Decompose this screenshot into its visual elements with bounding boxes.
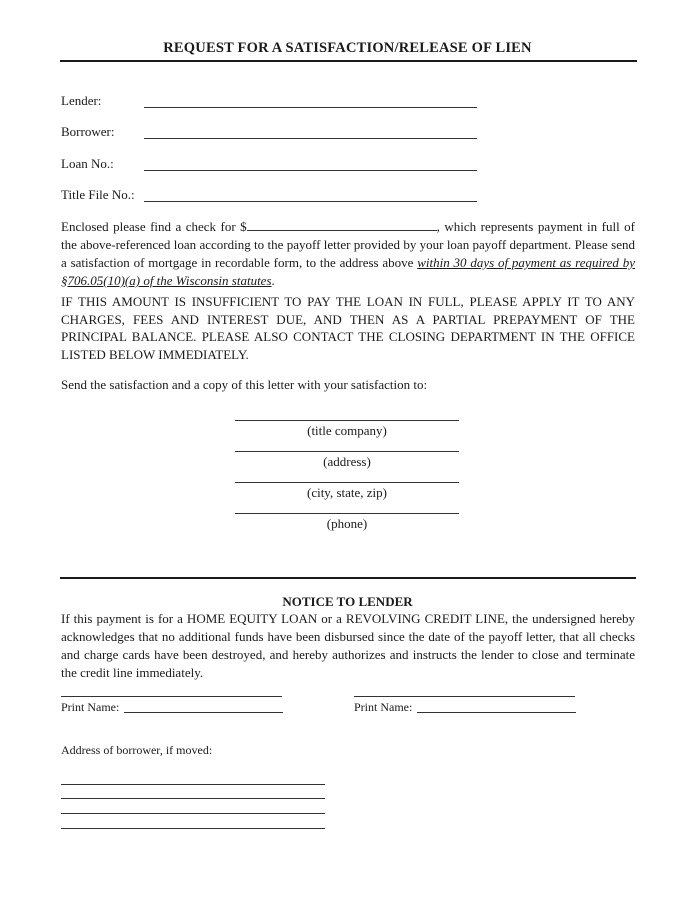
moved-address-line-3[interactable] — [61, 813, 325, 814]
lender-field[interactable] — [144, 107, 477, 108]
check-amount-field[interactable] — [247, 218, 437, 231]
notice-title: NOTICE TO LENDER — [282, 594, 413, 609]
title-company-field[interactable] — [235, 420, 459, 421]
address-caption: (address) — [323, 454, 371, 469]
signature-line-2[interactable] — [354, 696, 575, 697]
moved-address-line-2[interactable] — [61, 798, 325, 799]
phone-field[interactable] — [235, 513, 459, 514]
loan-no-field[interactable] — [144, 170, 477, 171]
moved-address-line-1[interactable] — [61, 784, 325, 785]
city-state-zip-caption: (city, state, zip) — [306, 485, 387, 500]
borrower-field[interactable] — [144, 138, 477, 139]
title-file-no-field[interactable] — [144, 201, 477, 202]
city-state-zip-field[interactable] — [235, 482, 459, 483]
notice-divider — [60, 577, 636, 579]
moved-address-line-4[interactable] — [61, 828, 325, 829]
send-to-text: Send the satisfaction and a copy of this letter with your satisfaction to: — [61, 377, 428, 392]
payment-text-end: . — [271, 273, 275, 288]
insufficient-amount-paragraph: IF THIS AMOUNT IS INSUFFICIENT TO PAY THE LOAN IN FULL, PLEASE APPLY IT TO ANY CHARGES, FEES AND INTEREST DUE, AND THEN AS A PARTIAL PREPAYMENT OF THE PRINCIPAL BALANCE. PLEASE ALSO CONTACT THE CLOSING DEPARTMENT IN THE OFFICE LISTED BELOW IMMEDIATELY. — [61, 294, 635, 362]
print-name-field-1[interactable] — [124, 712, 283, 713]
title-divider — [60, 60, 637, 62]
lender-label: Lender: — [61, 93, 102, 108]
print-name-label-1: Print Name: — [61, 700, 120, 714]
address-field[interactable] — [235, 451, 459, 452]
title-company-caption: (title company) — [307, 423, 387, 438]
address-if-moved-label: Address of borrower, if moved: — [61, 743, 213, 757]
phone-caption: (phone) — [326, 516, 368, 531]
document-title: REQUEST FOR A SATISFACTION/RELEASE OF LIEN — [163, 40, 532, 56]
payment-text-middle: , which represents payment in full of the above-referenced loan according to the payoff letter provided by your loan payoff department. Please send a satisfaction of mortgage in recordable form, to the address above — [61, 219, 635, 270]
payment-paragraph — [61, 218, 635, 290]
statute-emphasis: within 30 days of payment as required by §706.05(10)(a) of the Wisconsin statutes — [61, 255, 635, 288]
print-name-field-2[interactable] — [417, 712, 576, 713]
title-file-no-label: Title File No.: — [61, 187, 135, 202]
print-name-label-2: Print Name: — [354, 700, 413, 714]
signature-line-1[interactable] — [61, 696, 282, 697]
loan-no-label: Loan No.: — [61, 156, 114, 171]
payment-text-start: Enclosed please find a check for $ — [61, 219, 247, 234]
borrower-label: Borrower: — [61, 124, 115, 139]
notice-body: If this payment is for a HOME EQUITY LOAN or a REVOLVING CREDIT LINE, the undersigned hereby acknowledges that no additional funds have been disbursed since the date of the payoff letter, that all checks and charge cards have been destroyed, and hereby authorizes and instructs the lender to close and terminate the credit line immediately. — [61, 611, 635, 680]
